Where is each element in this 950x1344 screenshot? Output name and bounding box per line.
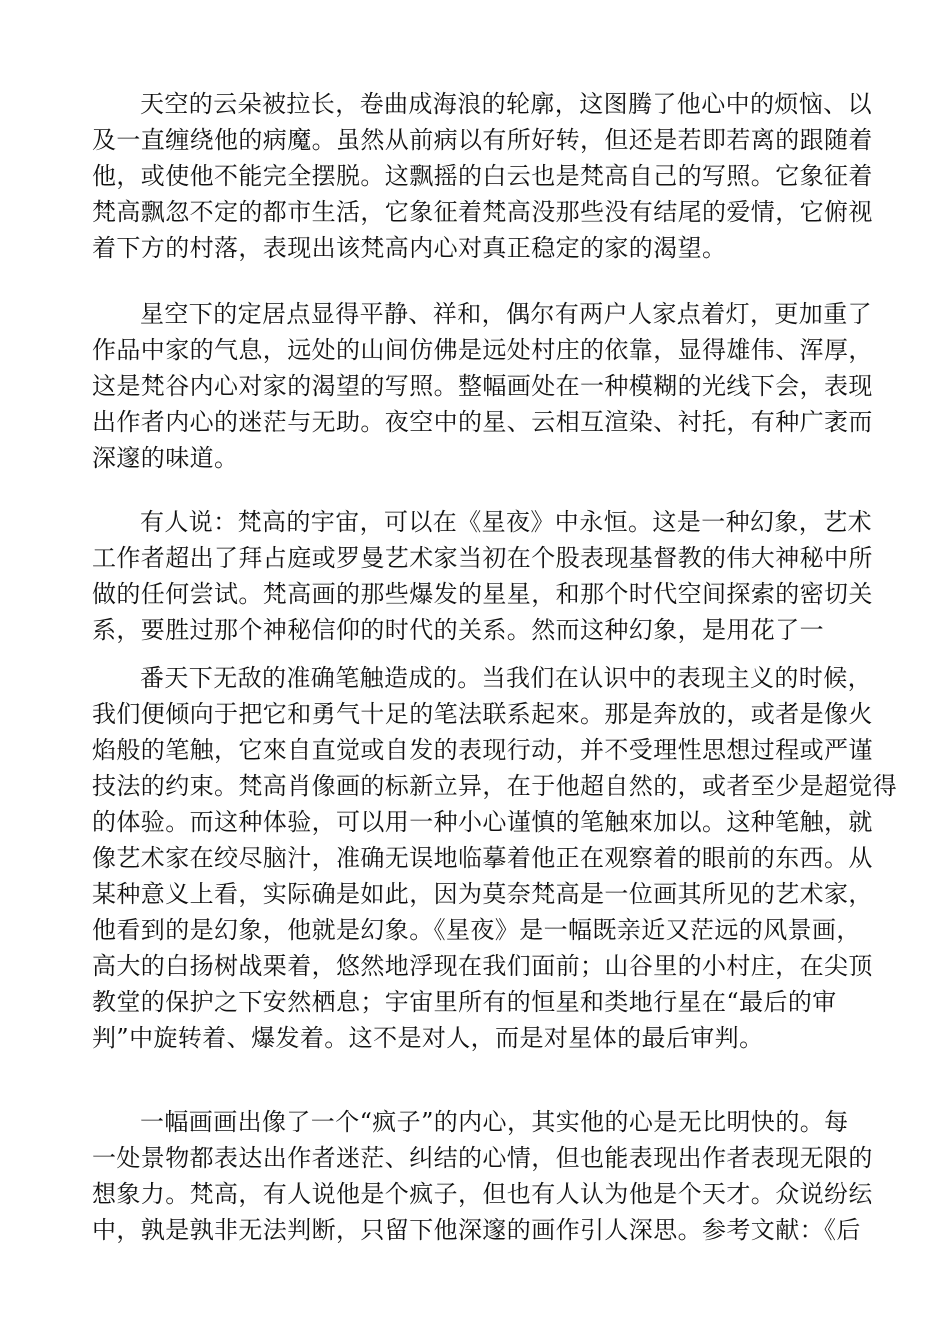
text-line: 工作者超出了拜占庭或罗曼艺术家当初在个股表现基督教的伟大神秘中所 (92, 544, 873, 572)
text-line: 作品中家的气息，远处的山间仿佛是远处村庄的依靠，显得雄伟、浑厚， (92, 336, 873, 364)
paragraph-5 (92, 1104, 873, 1248)
text-line: 像艺术家在绞尽脑汁，准确无误地临摹着他正在观察着的眼前的东西。从 (92, 844, 873, 872)
paragraph-2 (92, 296, 873, 476)
text-line: 他，或使他不能完全摆脱。这飘摇的白云也是梵高自己的写照。它象征着 (92, 162, 873, 190)
text-line: 焰般的笔触，它來自直觉或自发的表现行动，并不受理性思想过程或严谨 (92, 736, 873, 764)
text-line: 着下方的村落，表现出该梵高内心对真正稳定的家的渴望。 (92, 234, 727, 262)
text-line: 梵高飘忽不定的都市生活，它象征着梵高没那些没有结尾的爱情，它俯视 (92, 198, 873, 226)
text-line: 深邃的味道。 (92, 444, 239, 472)
text-line: 判”中旋转着、爆发着。这不是对人，而是对星体的最后审判。 (92, 1024, 764, 1052)
text-line: 一幅画画出像了一个“疯子”的内心，其实他的心是无比明快的。每 (140, 1108, 849, 1136)
text-line: 一处景物都表达出作者迷茫、纠结的心情，但也能表现出作者表现无限的 (92, 1144, 873, 1172)
text-line: 天空的云朵被拉长，卷曲成海浪的轮廓，这图腾了他心中的烦恼、以 (140, 90, 872, 118)
text-line: 某种意义上看，实际确是如此，因为莫奈梵高是一位画其所见的艺术家， (92, 880, 873, 908)
text-line: 这是梵谷内心对家的渴望的写照。整幅画处在一种模糊的光线下会，表现 (92, 372, 873, 400)
text-line: 及一直缠绕他的病魔。虽然从前病以有所好转，但还是若即若离的跟随着 (92, 126, 873, 154)
text-line: 番天下无敌的准确笔触造成的。当我们在认识中的表现主义的时候， (140, 664, 872, 692)
text-line: 做的任何尝试。梵高画的那些爆发的星星，和那个时代空间探索的密切关 (92, 580, 873, 608)
text-line: 想象力。梵高，有人说他是个疯子，但也有人认为他是个天才。众说纷纭 (92, 1180, 873, 1208)
text-line: 他看到的是幻象，他就是幻象。《星夜》是一幅既亲近又茫远的风景画， (92, 916, 861, 944)
text-line: 系，要胜过那个神秘信仰的时代的关系。然而这种幻象，是用花了一 (92, 616, 824, 644)
text-line: 我们便倾向于把它和勇气十足的笔法联系起來。那是奔放的，或者是像火 (92, 700, 873, 728)
text-line: 高大的白扬树战栗着，悠然地浮现在我们面前；山谷里的小村庄，在尖顶 (92, 952, 873, 980)
text-line: 的体验。而这种体验，可以用一种小心谨慎的笔触來加以。这种笔触，就 (92, 808, 873, 836)
paragraph-4 (92, 660, 898, 1056)
text-line: 教堂的保护之下安然栖息；宇宙里所有的恒星和类地行星在“最后的审 (92, 988, 837, 1016)
text-line: 中，孰是孰非无法判断，只留下他深邃的画作引人深思。参考文献：《后 (92, 1216, 861, 1244)
text-line: 有人说：梵高的宇宙，可以在《星夜》中永恒。这是一种幻象，艺术 (140, 508, 872, 536)
paragraph-3 (92, 504, 873, 648)
paragraph-1 (92, 86, 873, 266)
text-line: 星空下的定居点显得平静、祥和，偶尔有两户人家点着灯，更加重了 (140, 300, 872, 328)
text-line: 出作者内心的迷茫与无助。夜空中的星、云相互渲染、衬托，有种广袤而 (92, 408, 873, 436)
text-line: 技法的约束。梵高肖像画的标新立异，在于他超自然的，或者至少是超觉得 (92, 772, 898, 800)
